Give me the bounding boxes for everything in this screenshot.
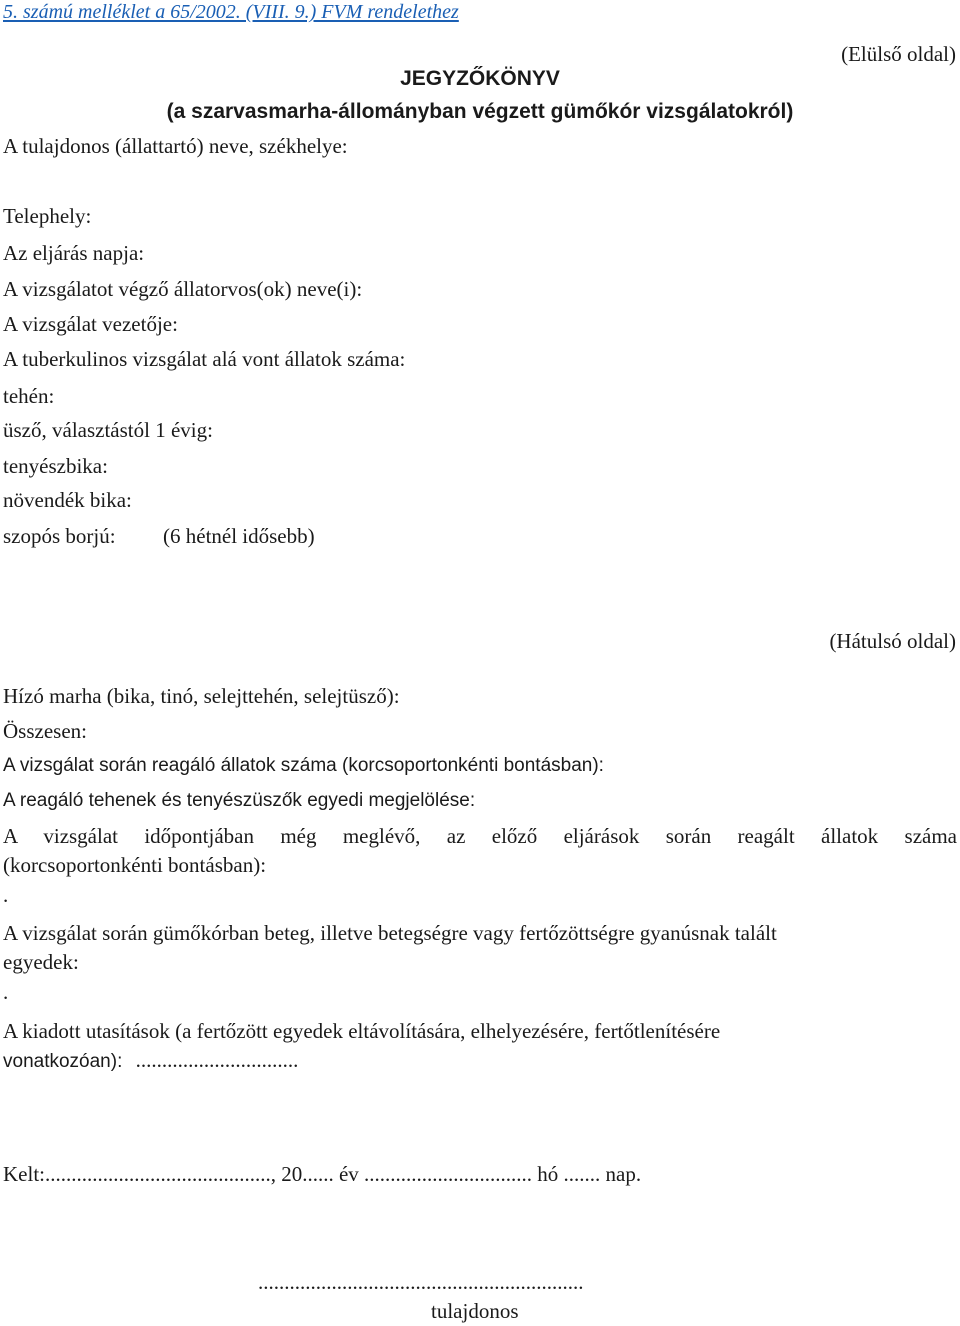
- signature-label: tulajdonos: [431, 1299, 519, 1323]
- instructions-line2-label: vonatkozóan):: [3, 1051, 123, 1072]
- suckling-calf-label: szopós borjú:: [3, 524, 116, 548]
- cow-label: tehén:: [3, 384, 55, 408]
- regulation-reference[interactable]: 5. számú melléklet a 65/2002. (VIII. 9.) FVM rendelethez: [3, 1, 459, 23]
- suspect-animals-line2: egyedek:: [3, 950, 79, 974]
- reacting-count-label: A vizsgálat során reagáló állatok száma (korcsoportonkénti bontásban):: [3, 755, 604, 776]
- instructions-fill-dots: ...............................: [135, 1048, 299, 1072]
- owner-label: A tulajdonos (állattartó) neve, székhelye:: [3, 134, 348, 158]
- instructions-line1: A kiadott utasítások (a fertőzött egyedek eltávolítására, elhelyezésére, fertőtlenítésére: [3, 1019, 721, 1043]
- site-label: Telephely:: [3, 204, 92, 228]
- signature-line: ..............................................................: [258, 1270, 584, 1294]
- dated-line: Kelt:..........................................., 20...... év ................................ hó ....... nap.: [3, 1162, 642, 1186]
- animal-count-heading: A tuberkulinos vizsgálat alá vont állatok száma:: [3, 347, 406, 371]
- young-bull-label: növendék bika:: [3, 488, 132, 512]
- reacting-id-label: A reagáló tehenek és tenyészüszők egyedi megjelölése:: [3, 790, 476, 811]
- breeding-bull-label: tenyészbika:: [3, 454, 108, 478]
- suspect-animals-line1: A vizsgálat során gümőkórban beteg, illetve betegségre vagy fertőzöttségre gyanúsnak talált: [3, 921, 777, 945]
- dot-separator-1: .: [3, 883, 9, 907]
- date-label: Az eljárás napja:: [3, 241, 145, 265]
- dot-separator-2: .: [3, 980, 9, 1004]
- suckling-calf-note: (6 hétnél idősebb): [163, 524, 315, 548]
- front-side-label: (Elülső oldal): [841, 42, 956, 66]
- title-subtitle: (a szarvasmarha-állományban végzett gümőkór vizsgálatokról): [166, 100, 794, 123]
- fattening-label: Hízó marha (bika, tinó, selejttehén, selejtüsző):: [3, 684, 400, 708]
- vets-label: A vizsgálatot végző állatorvos(ok) neve(i):: [3, 277, 363, 301]
- previous-reactors-line1: A vizsgálat időpontjában még meglévő, az előző eljárások során reagált állatok száma: [3, 824, 957, 848]
- back-side-label: (Hátulsó oldal): [829, 629, 956, 653]
- heifer-label: üsző, választástól 1 évig:: [3, 418, 213, 442]
- total-label: Összesen:: [3, 719, 87, 743]
- instructions-line2: [3, 1050, 298, 1071]
- previous-reactors-line2: (korcsoportonkénti bontásban):: [3, 853, 267, 877]
- title-main: JEGYZŐKÖNYV: [400, 67, 560, 90]
- document-title: [0, 68, 960, 134]
- leader-label: A vizsgálat vezetője:: [3, 312, 178, 336]
